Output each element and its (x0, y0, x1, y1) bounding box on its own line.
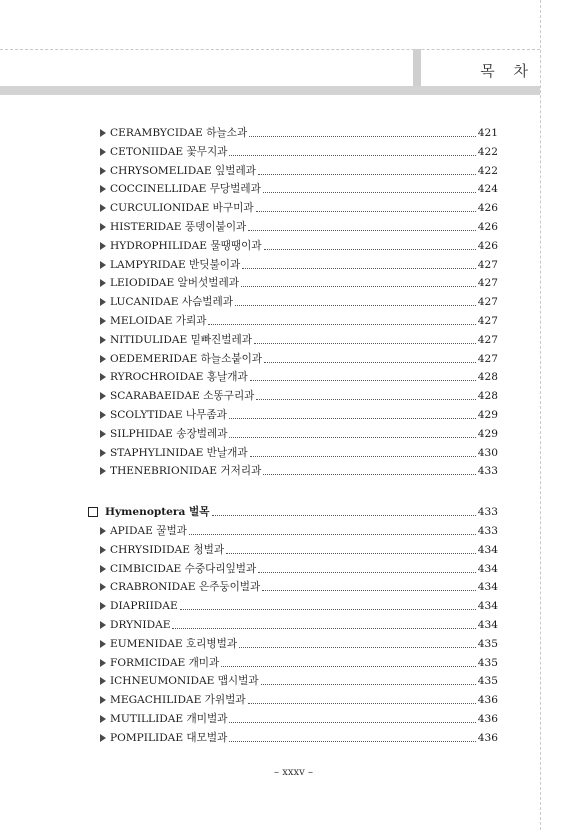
triangle-bullet-icon (100, 734, 106, 742)
toc-page-number: 435 (477, 637, 498, 650)
page-number: – xxxv – (274, 767, 313, 778)
triangle-bullet-icon (100, 148, 106, 156)
dot-leader (229, 721, 475, 723)
toc-page-number: 436 (477, 731, 498, 744)
triangle-bullet-icon (100, 373, 106, 381)
dot-leader (254, 342, 476, 344)
toc-page-number: 435 (477, 675, 498, 688)
toc-entry-title: CRABRONIDAE 은주둥이벌과 (110, 581, 261, 594)
toc-entry[interactable] (100, 237, 498, 255)
toc-entry-title: SCARABAEIDAE 소똥구리과 (110, 390, 255, 403)
triangle-bullet-icon (100, 242, 106, 250)
triangle-bullet-icon (100, 583, 106, 591)
triangle-bullet-icon (100, 696, 106, 704)
triangle-bullet-icon (100, 298, 106, 306)
header-rule (0, 86, 540, 95)
toc-page-number: 427 (477, 333, 498, 346)
toc-entry-title: CETONIIDAE 꽃무지과 (110, 145, 228, 158)
triangle-bullet-icon (100, 336, 106, 344)
toc-page-number: 426 (477, 221, 498, 233)
dot-leader (172, 627, 475, 629)
triangle-bullet-icon (100, 223, 106, 231)
toc-page-number: 434 (477, 619, 498, 631)
toc-entry-title: SILPHIDAE 송장벌레과 (110, 427, 228, 440)
toc-entry-title: MELOIDAE 가뢰과 (110, 315, 207, 327)
dot-leader (189, 533, 476, 535)
toc-page-number: 434 (477, 581, 498, 594)
toc-entry[interactable] (100, 560, 498, 578)
toc-entry-title: CIMBICIDAE 수중다리잎벌과 (110, 562, 257, 575)
toc-entry[interactable] (100, 350, 498, 368)
dot-leader (241, 285, 476, 287)
triangle-bullet-icon (100, 317, 106, 325)
triangle-bullet-icon (100, 449, 106, 457)
toc-entry-title: LAMPYRIDAE 반딧불이과 (110, 258, 241, 271)
triangle-bullet-icon (100, 204, 106, 212)
toc-entry-title: SCOLYTIDAE 나무좀과 (110, 409, 227, 421)
toc-entry-title: MUTILLIDAE 개미벌과 (110, 713, 228, 725)
toc-entry[interactable] (100, 256, 498, 274)
dot-leader (263, 191, 476, 193)
toc-entry[interactable] (100, 199, 498, 217)
dot-leader (258, 173, 476, 175)
toc-entry[interactable] (100, 578, 498, 596)
dot-leader (226, 552, 476, 554)
toc-entry-title: ICHNEUMONIDAE 맵시벌과 (110, 675, 259, 688)
toc-entry-title: RYROCHROIDAE 홍날개과 (110, 371, 248, 384)
dot-leader (208, 323, 475, 325)
toc-entry-title: DIAPRIIDAE (110, 600, 178, 613)
toc-page-number: 434 (477, 600, 498, 613)
toc-entry-title: CERAMBYCIDAE 하늘소과 (110, 127, 248, 139)
triangle-bullet-icon (100, 546, 106, 554)
toc-entry[interactable] (100, 444, 498, 462)
toc-page-number: 426 (477, 202, 498, 215)
triangle-bullet-icon (100, 411, 106, 419)
dot-leader (180, 608, 476, 610)
toc-page-number: 421 (477, 127, 498, 139)
toc-page-number: 422 (477, 164, 498, 177)
toc-entry-title: LEIODIDAE 알버섯벌레과 (110, 277, 239, 290)
toc-entry-title: APIDAE 꿀벌과 (110, 525, 187, 537)
toc-entry-title: EUMENIDAE 호리병벌과 (110, 637, 238, 650)
dot-leader (229, 154, 475, 156)
toc-entry[interactable] (100, 462, 498, 480)
triangle-bullet-icon (100, 261, 106, 269)
toc-entry[interactable] (100, 672, 498, 690)
toc-page-number: 424 (477, 183, 498, 196)
toc-entry[interactable] (100, 162, 498, 180)
toc-section-title: Hymenoptera 벌목 (105, 506, 210, 519)
dot-leader (256, 210, 476, 212)
triangle-bullet-icon (100, 355, 106, 363)
toc-page-number: 428 (477, 371, 498, 384)
dot-leader (261, 683, 476, 685)
triangle-bullet-icon (100, 129, 106, 137)
triangle-bullet-icon (100, 602, 106, 610)
dot-leader (229, 740, 475, 742)
toc-entry[interactable] (100, 312, 498, 330)
toc-entry-title: CHRYSOMELIDAE 잎벌레과 (110, 164, 256, 177)
toc-entry-title: DRYNIDAE (110, 619, 171, 631)
toc-page-number: 433 (477, 506, 498, 519)
triangle-bullet-icon (100, 715, 106, 723)
triangle-bullet-icon (100, 467, 106, 475)
crop-guide-top (0, 49, 540, 50)
dot-leader (262, 589, 475, 591)
toc-page-number: 427 (477, 315, 498, 327)
toc-entry[interactable] (100, 143, 498, 161)
toc-entry[interactable] (100, 293, 498, 311)
toc-entry[interactable] (100, 541, 498, 559)
toc-page-number: 435 (477, 656, 498, 669)
dot-leader (239, 646, 476, 648)
toc-entry[interactable] (100, 522, 498, 540)
toc-page-number: 433 (477, 525, 498, 537)
toc-entry[interactable] (100, 425, 498, 443)
toc-entry-title: CURCULIONIDAE 바구미과 (110, 202, 254, 215)
dot-leader (248, 229, 475, 231)
dot-leader (256, 398, 475, 400)
toc-entry[interactable] (100, 635, 498, 653)
toc-page-number: 428 (477, 390, 498, 403)
dot-leader (248, 702, 476, 704)
toc-entry[interactable] (100, 710, 498, 728)
toc-page-number: 434 (477, 543, 498, 556)
dot-leader (229, 417, 476, 419)
dot-leader (258, 571, 475, 573)
triangle-bullet-icon (100, 279, 106, 287)
dot-leader (229, 436, 475, 438)
toc-entry[interactable] (100, 654, 498, 672)
toc-page-number: 427 (477, 352, 498, 365)
toc-entry-title: POMPILIDAE 대모벌과 (110, 731, 228, 744)
toc-entry-title: NITIDULIDAE 밑빠진벌레과 (110, 333, 252, 346)
toc-page-number: 426 (477, 239, 498, 252)
toc-entry-title: OEDEMERIDAE 하늘소붙이과 (110, 352, 263, 365)
toc-entry[interactable] (100, 274, 498, 292)
toc-page-number: 422 (477, 145, 498, 158)
toc-page-number: 434 (477, 562, 498, 575)
triangle-bullet-icon (100, 565, 106, 573)
toc-section[interactable] (88, 503, 498, 521)
toc-entry-title: HISTERIDAE 풍뎅이붙이과 (110, 221, 247, 233)
page-title: 목 차 (480, 62, 535, 80)
toc-page-number: 429 (477, 427, 498, 440)
toc-entry-title: STAPHYLINIDAE 반날개과 (110, 446, 248, 459)
dot-leader (250, 455, 476, 457)
dot-leader (264, 361, 476, 363)
toc-entry-title: HYDROPHILIDAE 물땡땡이과 (110, 239, 262, 252)
toc-entry[interactable] (100, 180, 498, 198)
triangle-bullet-icon (100, 621, 106, 629)
triangle-bullet-icon (100, 659, 106, 667)
dot-leader (221, 665, 475, 667)
dot-leader (249, 135, 476, 137)
dot-leader (242, 267, 476, 269)
toc-entry-title: COCCINELLIDAE 무당벌레과 (110, 183, 261, 196)
dot-leader (264, 248, 476, 250)
triangle-bullet-icon (100, 677, 106, 685)
triangle-bullet-icon (100, 167, 106, 175)
toc-page-number: 427 (477, 277, 498, 290)
triangle-bullet-icon (100, 640, 106, 648)
triangle-bullet-icon (100, 527, 106, 535)
toc-entry[interactable] (100, 691, 498, 709)
toc-page-number: 427 (477, 258, 498, 271)
toc-entry[interactable] (100, 218, 498, 236)
toc-entry[interactable] (100, 331, 498, 349)
toc-page-number: 433 (477, 465, 498, 478)
toc-entry[interactable] (100, 387, 498, 405)
toc-page-number: 429 (477, 409, 498, 421)
toc-entry-title: FORMICIDAE 개미과 (110, 656, 220, 669)
triangle-bullet-icon (100, 185, 106, 193)
toc-page-number: 430 (477, 446, 498, 459)
dot-leader (212, 514, 476, 516)
toc-entry[interactable] (100, 616, 498, 634)
toc-page-number: 436 (477, 694, 498, 707)
toc-entry[interactable] (100, 406, 498, 424)
toc-entry-title: LUCANIDAE 사슴벌레과 (110, 296, 234, 309)
dot-leader (235, 304, 476, 306)
crop-guide-right (540, 0, 541, 830)
triangle-bullet-icon (100, 430, 106, 438)
toc-page-number: 427 (477, 296, 498, 309)
toc-entry[interactable] (100, 124, 498, 142)
toc-entry[interactable] (100, 729, 498, 747)
toc-entry[interactable] (100, 368, 498, 386)
dot-leader (250, 379, 476, 381)
checkbox-bullet-icon (88, 507, 98, 517)
toc-entry-title: CHRYSIDIDAE 청벌과 (110, 543, 225, 556)
toc-entry[interactable] (100, 597, 498, 615)
triangle-bullet-icon (100, 392, 106, 400)
toc-page-number: 436 (477, 713, 498, 725)
header-tab-marker (413, 49, 421, 87)
dot-leader (263, 473, 475, 475)
toc-entry-title: THENEBRIONIDAE 거저리과 (110, 465, 262, 478)
toc-entry-title: MEGACHILIDAE 가위벌과 (110, 694, 246, 707)
